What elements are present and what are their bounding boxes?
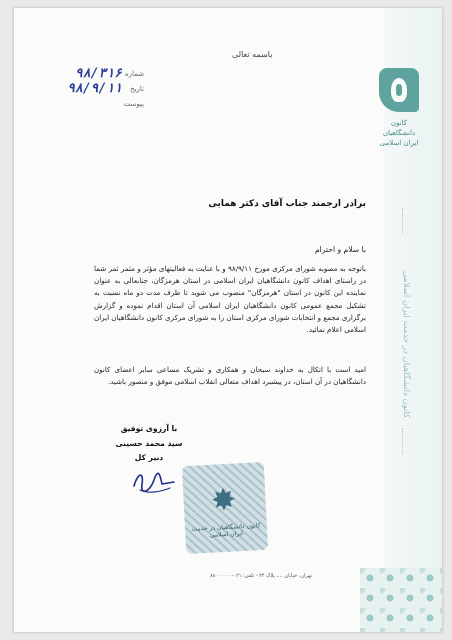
meta-date-row	[34, 83, 144, 98]
signatory-title: دبیر کل	[134, 453, 164, 462]
logo-caption-line3: ایران اسلامی	[379, 139, 419, 147]
footer-address: تهران، خیابان ...، پلاک ۴۴ - تلفن: ۰۲۱-۸۸۰۰۰۰۰۰	[210, 573, 312, 579]
motto-ornament-bottom	[402, 428, 407, 454]
number-label: شماره	[124, 70, 144, 78]
date-label: تاریخ	[130, 85, 144, 93]
official-stamp	[182, 462, 268, 554]
body-paragraph-1: باتوجه به مصوبه شورای مرکزی مورخ ۹۸/۹/۱۱ و با عنایت به فعالیتهای مؤثر و مثمر ثمر شما در راستای اهداف کانون دانشگاهیان ایران اسلامی در استان هرمزگان، جنابعالی به عنوان نماینده این کانون در استان "هرمزگان" منصوب می شوید تا ظرف مدت دو ماه نسبت به تشکیل مجمع عمومی کانون دانشگاهیان ایران اسلامی آن استان اقدام نموده و گزارش برگزاری مجمع و انتخابات شورای مرکزی استان را به شورای مرکزی کانون دانشگاهیان ایران اسلامی اعلام نمائید.	[94, 264, 366, 335]
number-value: ۹۸/۳۱۶	[75, 66, 122, 81]
date-value: ۹۸/۹/۱۱	[67, 81, 122, 96]
body-paragraph-2: امید است با اتکال به خداوند سبحان و همکاری و تشریک مساعی سایر اعضای کانون دانشگاهیان در آن استان، در پیشبرد اهداف متعالی انقلاب اسلامی موفق و منصور باشید.	[94, 365, 366, 387]
vertical-motto: کانون دانشگاهیان در خدمت ایران اسلامی	[401, 270, 411, 418]
bismillah-heading: باسمه تعالی	[232, 50, 273, 59]
kanoon-logo-icon	[379, 68, 419, 112]
logo-drop-shape	[396, 84, 402, 96]
stamp-star-icon: ✸	[210, 482, 238, 519]
logo-caption	[376, 118, 422, 148]
motto-ornament-top	[402, 208, 407, 234]
meta-attachment-row	[34, 98, 144, 113]
addressee: برادر ارجمند جناب آقای دکتر همایی	[208, 199, 366, 209]
handwritten-signature	[130, 466, 178, 496]
salutation: با سلام و احترام	[314, 245, 366, 254]
logo-caption-line2: دانشگاهیان	[382, 129, 416, 137]
corner-pattern	[360, 568, 442, 632]
closing-wish: با آرزوی توفیق	[120, 424, 178, 433]
letter-meta	[34, 68, 144, 113]
closing-block	[110, 422, 188, 466]
letter-sheet	[14, 8, 442, 632]
stamp-text: کانون دانشگاهیان در خدمت ایران اسلامی	[191, 522, 261, 539]
logo-caption-line1: کانون	[390, 119, 408, 127]
attachment-label: پیوست	[123, 100, 144, 108]
signatory-name: سید محمد حسینی	[115, 438, 183, 448]
